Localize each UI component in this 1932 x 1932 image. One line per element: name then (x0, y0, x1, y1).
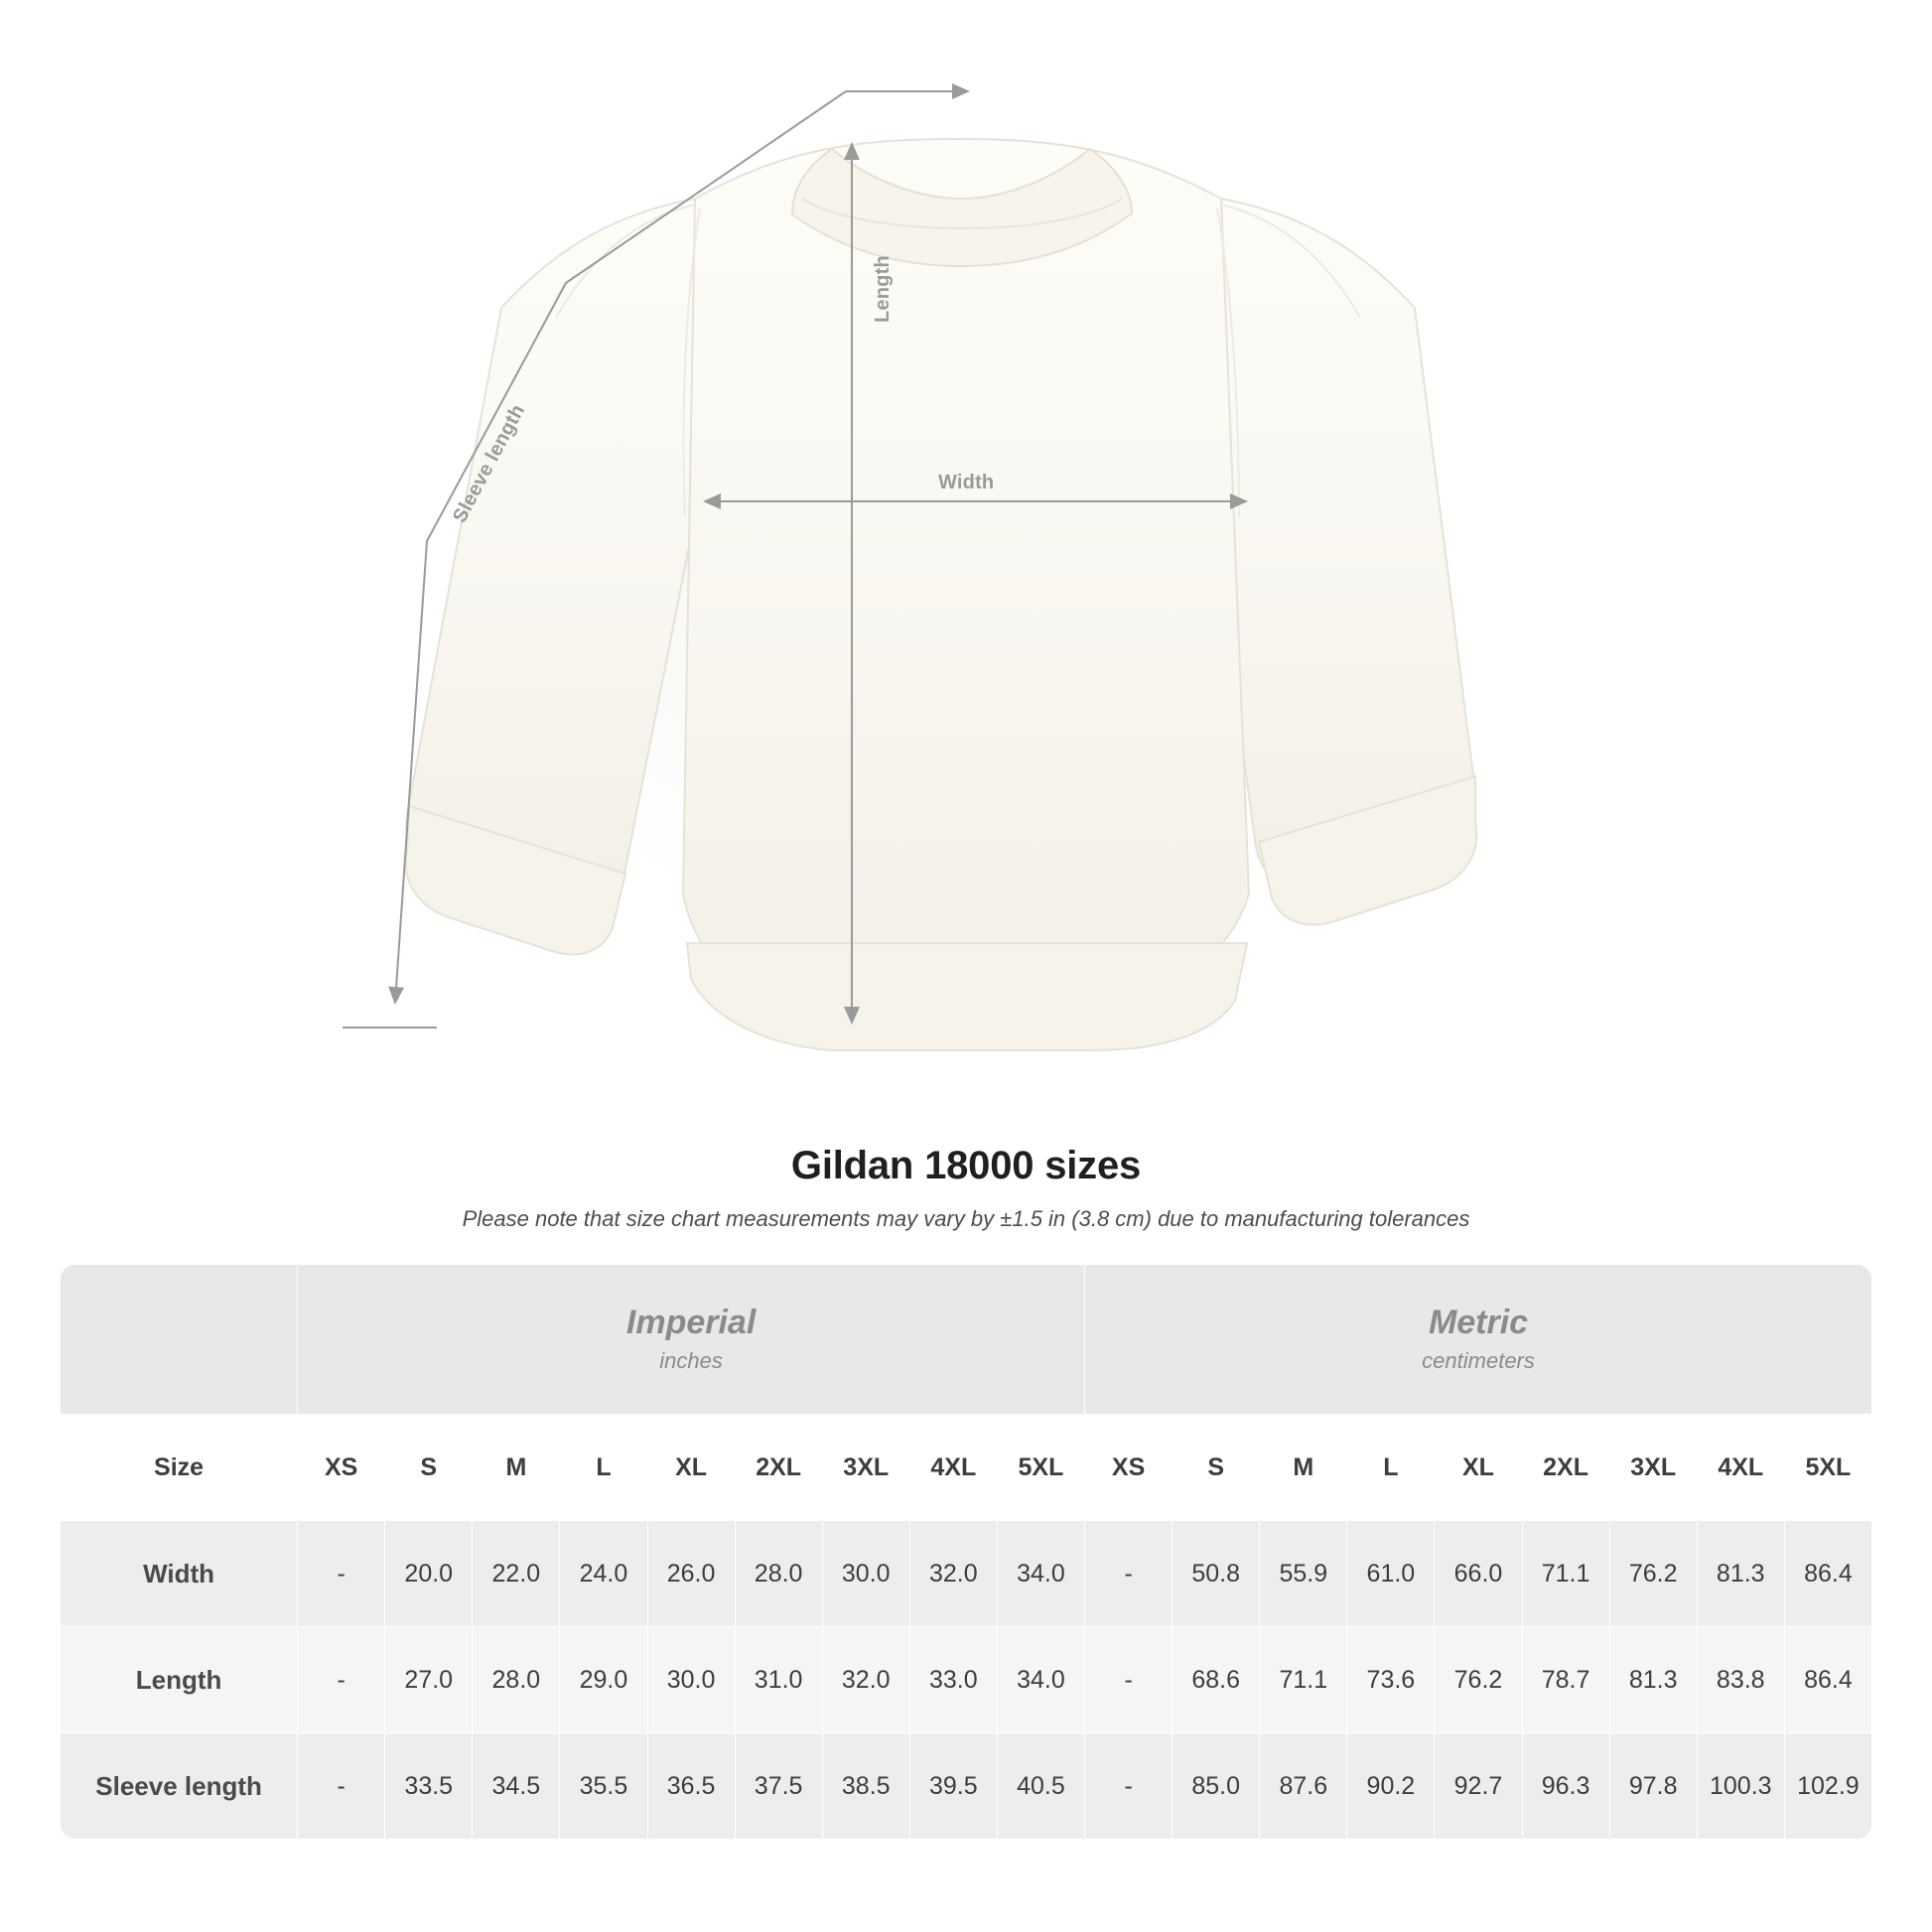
size-header-cell: XL (647, 1415, 735, 1521)
tolerance-note: Please note that size chart measurements may vary by ±1.5 in (3.8 cm) due to manufacturing tolerances (462, 1206, 1470, 1231)
cell-width: 81.3 (1697, 1521, 1784, 1627)
cell-width: 76.2 (1609, 1521, 1697, 1627)
cell-width: 28.0 (735, 1521, 822, 1627)
cell-width: 32.0 (909, 1521, 997, 1627)
width-label: Width (938, 472, 995, 493)
sleeve-length-label: Sleeve length (449, 400, 530, 527)
cell-sleeve: 38.5 (822, 1733, 909, 1840)
unit-imperial-sub: inches (659, 1347, 723, 1373)
page-title: Gildan 18000 sizes (790, 1144, 1142, 1187)
size-header-cell: 4XL (909, 1415, 997, 1521)
cell-width: 66.0 (1435, 1521, 1522, 1627)
size-header-cell: M (473, 1415, 560, 1521)
size-table-wrapper (60, 1264, 1872, 1840)
cell-sleeve: 35.5 (560, 1733, 647, 1840)
table-row (61, 1627, 1872, 1733)
cell-length: 71.1 (1260, 1627, 1347, 1733)
cell-length: 83.8 (1697, 1627, 1784, 1733)
unit-header-row (61, 1265, 1872, 1415)
title-block (0, 1144, 1932, 1232)
cell-sleeve: 33.5 (385, 1733, 473, 1840)
size-header-cell: S (1173, 1415, 1260, 1521)
cell-length: 78.7 (1522, 1627, 1609, 1733)
cell-length: - (1085, 1627, 1173, 1733)
size-header-cell: L (1347, 1415, 1435, 1521)
cell-width: 86.4 (1784, 1521, 1871, 1627)
cell-width: 34.0 (997, 1521, 1084, 1627)
cell-length: 32.0 (822, 1627, 909, 1733)
cell-sleeve: 36.5 (647, 1733, 735, 1840)
cell-length: 31.0 (735, 1627, 822, 1733)
cell-width: 26.0 (647, 1521, 735, 1627)
cell-length: 29.0 (560, 1627, 647, 1733)
table-row (61, 1521, 1872, 1627)
size-header-cell: XS (1085, 1415, 1173, 1521)
size-header-cell: 5XL (1784, 1415, 1871, 1521)
row-label-width: Width (61, 1521, 298, 1627)
size-header-cell: XS (298, 1415, 385, 1521)
cell-length: 86.4 (1784, 1627, 1871, 1733)
cell-sleeve: 90.2 (1347, 1733, 1435, 1840)
cell-width: 71.1 (1522, 1521, 1609, 1627)
cell-sleeve: 37.5 (735, 1733, 822, 1840)
size-table (60, 1264, 1872, 1840)
cell-sleeve: - (1085, 1733, 1173, 1840)
table-row (61, 1733, 1872, 1840)
size-header-cell: M (1260, 1415, 1347, 1521)
cell-sleeve: - (298, 1733, 385, 1840)
unit-imperial-name: Imperial (625, 1304, 757, 1342)
cell-length: 34.0 (997, 1627, 1084, 1733)
cell-width: - (298, 1521, 385, 1627)
cell-width: 61.0 (1347, 1521, 1435, 1627)
size-header-cell: L (560, 1415, 647, 1521)
cell-sleeve: 40.5 (997, 1733, 1084, 1840)
cell-sleeve: 96.3 (1522, 1733, 1609, 1840)
length-label: Length (872, 255, 894, 323)
cell-width: 50.8 (1173, 1521, 1260, 1627)
cell-length: 28.0 (473, 1627, 560, 1733)
cell-sleeve: 34.5 (473, 1733, 560, 1840)
row-label-length: Length (61, 1627, 298, 1733)
unit-metric-name: Metric (1428, 1304, 1529, 1342)
cell-sleeve: 102.9 (1784, 1733, 1871, 1840)
size-header-cell: 3XL (822, 1415, 909, 1521)
cell-sleeve: 100.3 (1697, 1733, 1784, 1840)
cell-sleeve: 92.7 (1435, 1733, 1522, 1840)
cell-width: 24.0 (560, 1521, 647, 1627)
cell-width: 22.0 (473, 1521, 560, 1627)
cell-sleeve: 97.8 (1609, 1733, 1697, 1840)
cell-length: 81.3 (1609, 1627, 1697, 1733)
cell-width: 20.0 (385, 1521, 473, 1627)
size-header-row (61, 1415, 1872, 1521)
unit-imperial (298, 1265, 1085, 1415)
size-header-cell: 5XL (997, 1415, 1084, 1521)
cell-length: 27.0 (385, 1627, 473, 1733)
cell-sleeve: 39.5 (909, 1733, 997, 1840)
size-header-cell: XL (1435, 1415, 1522, 1521)
size-header-label: Size (61, 1415, 298, 1521)
size-header-cell: 2XL (1522, 1415, 1609, 1521)
cell-length: 76.2 (1435, 1627, 1522, 1733)
cell-sleeve: 87.6 (1260, 1733, 1347, 1840)
size-header-cell: 3XL (1609, 1415, 1697, 1521)
cell-length: 73.6 (1347, 1627, 1435, 1733)
cell-width: 30.0 (822, 1521, 909, 1627)
size-header-cell: 2XL (735, 1415, 822, 1521)
cell-width: - (1085, 1521, 1173, 1627)
cell-width: 55.9 (1260, 1521, 1347, 1627)
cell-length: 30.0 (647, 1627, 735, 1733)
cell-length: 33.0 (909, 1627, 997, 1733)
size-header-cell: S (385, 1415, 473, 1521)
row-label-sleeve-length: Sleeve length (61, 1733, 298, 1840)
cell-sleeve: 85.0 (1173, 1733, 1260, 1840)
unit-metric (1085, 1265, 1872, 1415)
size-header-cell: 4XL (1697, 1415, 1784, 1521)
cell-length: 68.6 (1173, 1627, 1260, 1733)
cell-length: - (298, 1627, 385, 1733)
unit-metric-sub: centimeters (1422, 1347, 1535, 1373)
unit-corner-cell (61, 1265, 298, 1415)
